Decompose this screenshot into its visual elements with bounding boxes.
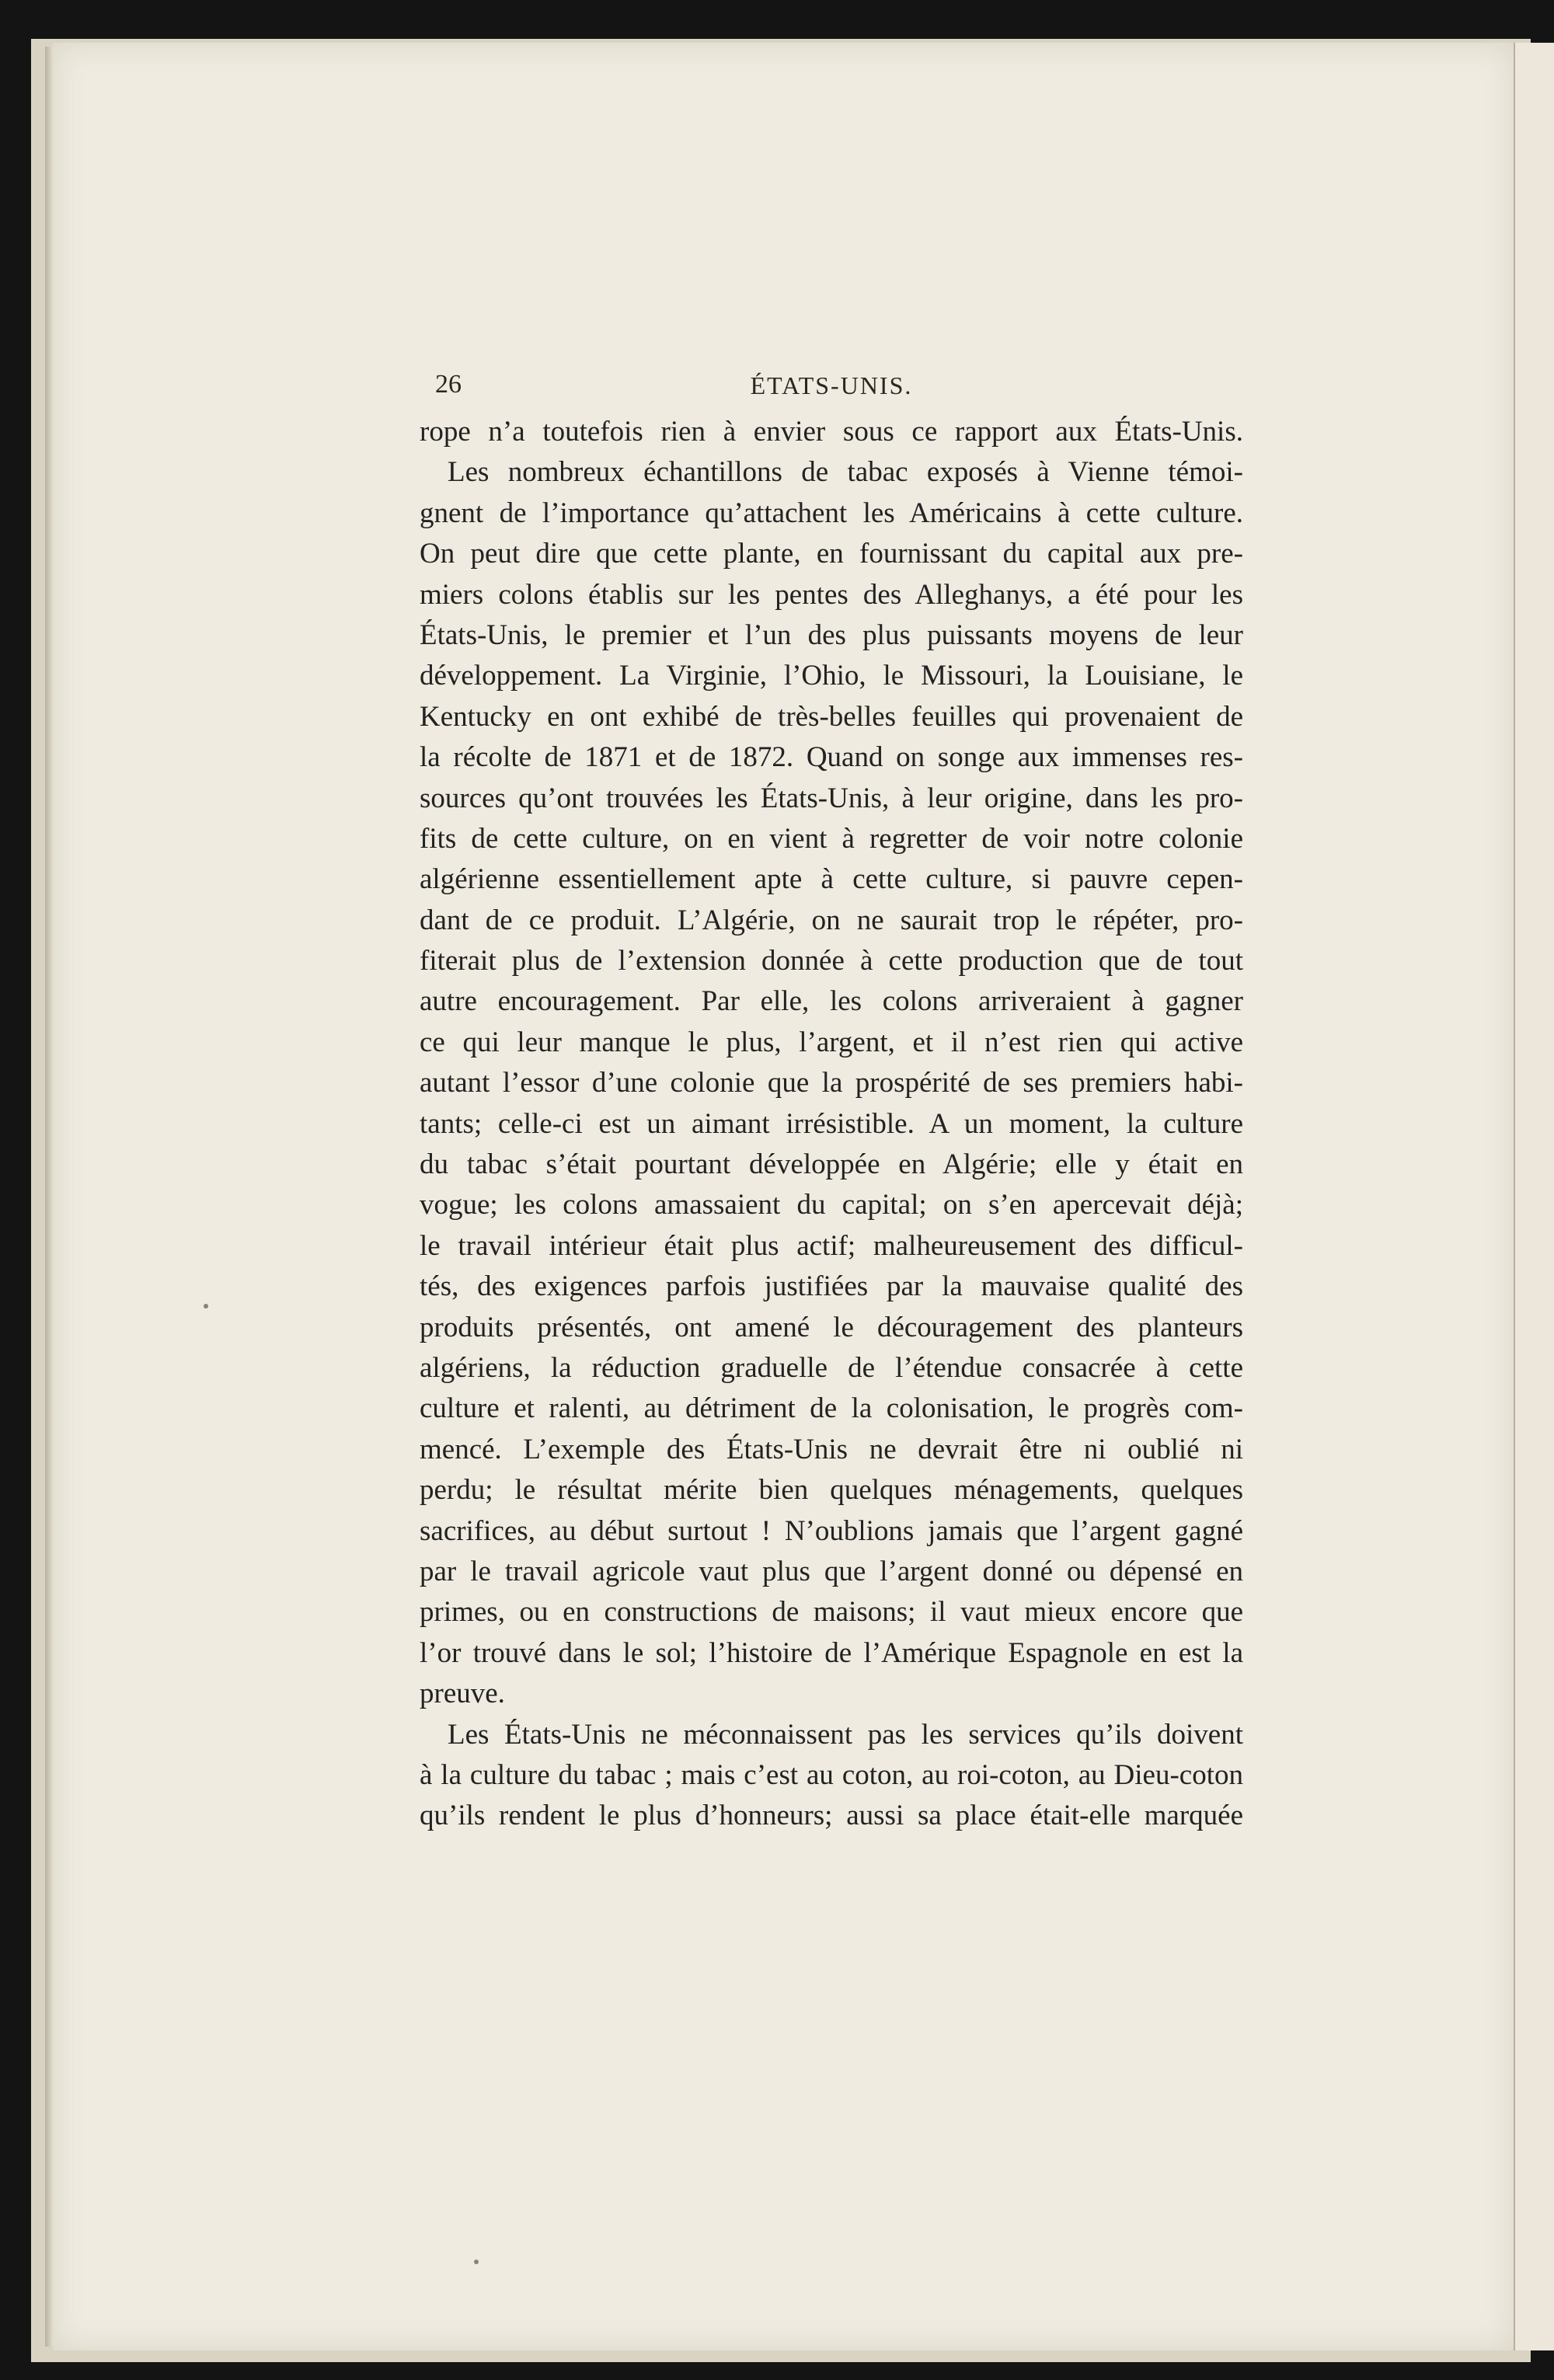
facing-page-edge	[1514, 43, 1554, 2350]
text-line: autant l’essor d’une colonie que la prospérité de ses premiers habi-	[420, 1067, 1243, 1099]
text-line: gnent de l’importance qu’attachent les Américains à cette culture.	[420, 497, 1243, 529]
running-title: ÉTATS-UNIS.	[750, 371, 913, 399]
text-line: tés, des exigences parfois justifiées par la mauvaise qualité des	[420, 1270, 1243, 1303]
text-line: Les États-Unis ne méconnaissent pas les services qu’ils doivent	[448, 1718, 1243, 1751]
page-number: 26	[435, 370, 462, 399]
text-line: preuve.	[420, 1678, 505, 1710]
text-line: dant de ce produit. L’Algérie, on ne saurait trop le répéter, pro-	[420, 904, 1243, 936]
paper-speck	[474, 2260, 479, 2264]
text-line: la récolte de 1871 et de 1872. Quand on songe aux immenses res-	[420, 741, 1243, 774]
text-line: par le travail agricole vaut plus que l’argent donné ou dépensé en	[420, 1555, 1243, 1587]
text-line: développement. La Virginie, l’Ohio, le Missouri, la Louisiane, le	[420, 660, 1243, 692]
running-head	[420, 365, 1243, 412]
text-line: sacrifices, au début surtout ! N’oublions jamais que l’argent gagné	[420, 1514, 1243, 1547]
text-line: fits de cette culture, on en vient à regretter de voir notre colonie	[420, 822, 1243, 855]
text-line: produits présentés, ont amené le découragement des planteurs	[420, 1311, 1243, 1343]
text-line: vogue; les colons amassaient du capital; on s’en apercevait déjà;	[420, 1189, 1243, 1221]
text-line: États-Unis, le premier et l’un des plus puissants moyens de leur	[420, 619, 1243, 651]
text-line: rope n’a toutefois rien à envier sous ce rapport aux États-Unis.	[420, 416, 1243, 448]
text-line: perdu; le résultat mérite bien quelques ménagements, quelques	[420, 1474, 1243, 1507]
text-line: à la culture du tabac ; mais c’est au coton, au roi-coton, au Dieu-coton	[420, 1758, 1243, 1791]
body-text	[420, 412, 1243, 1837]
text-line: culture et ralenti, au détriment de la colonisation, le progrès com-	[420, 1392, 1243, 1425]
text-line: miers colons établis sur les pentes des Alleghanys, a été pour les	[420, 578, 1243, 611]
text-line: le travail intérieur était plus actif; malheureusement des difficul-	[420, 1229, 1243, 1262]
page-stack-edge	[45, 47, 53, 2347]
text-line: mencé. L’exemple des États-Unis ne devrait être ni oublié ni	[420, 1433, 1243, 1465]
text-line: fiterait plus de l’extension donnée à cette production que de tout	[420, 945, 1243, 977]
text-line: On peut dire que cette plante, en fournissant du capital aux pre-	[420, 538, 1243, 570]
text-line: du tabac s’était pourtant développée en Algérie; elle y était en	[420, 1148, 1243, 1181]
text-line: Les nombreux échantillons de tabac exposés à Vienne témoi-	[448, 456, 1243, 489]
text-line: Kentucky en ont exhibé de très-belles feuilles qui provenaient de	[420, 700, 1243, 733]
text-line: l’or trouvé dans le sol; l’histoire de l’Amérique Espagnole en est la	[420, 1636, 1243, 1669]
text-line: algériens, la réduction graduelle de l’étendue consacrée à cette	[420, 1351, 1243, 1384]
text-line: autre encouragement. Par elle, les colons arriveraient à gagner	[420, 985, 1243, 1018]
text-line: sources qu’ont trouvées les États-Unis, à leur origine, dans les pro-	[420, 782, 1243, 814]
text-line: qu’ils rendent le plus d’honneurs; aussi sa place était-elle marquée	[420, 1800, 1243, 1832]
text-line: ce qui leur manque le plus, l’argent, et il n’est rien qui active	[420, 1026, 1243, 1058]
text-line: tants; celle-ci est un aimant irrésistible. A un moment, la culture	[420, 1107, 1243, 1140]
text-line: algérienne essentiellement apte à cette culture, si pauvre cepen-	[420, 863, 1243, 896]
text-line: primes, ou en constructions de maisons; il vaut mieux encore que	[420, 1596, 1243, 1629]
paper-speck	[204, 1304, 208, 1308]
